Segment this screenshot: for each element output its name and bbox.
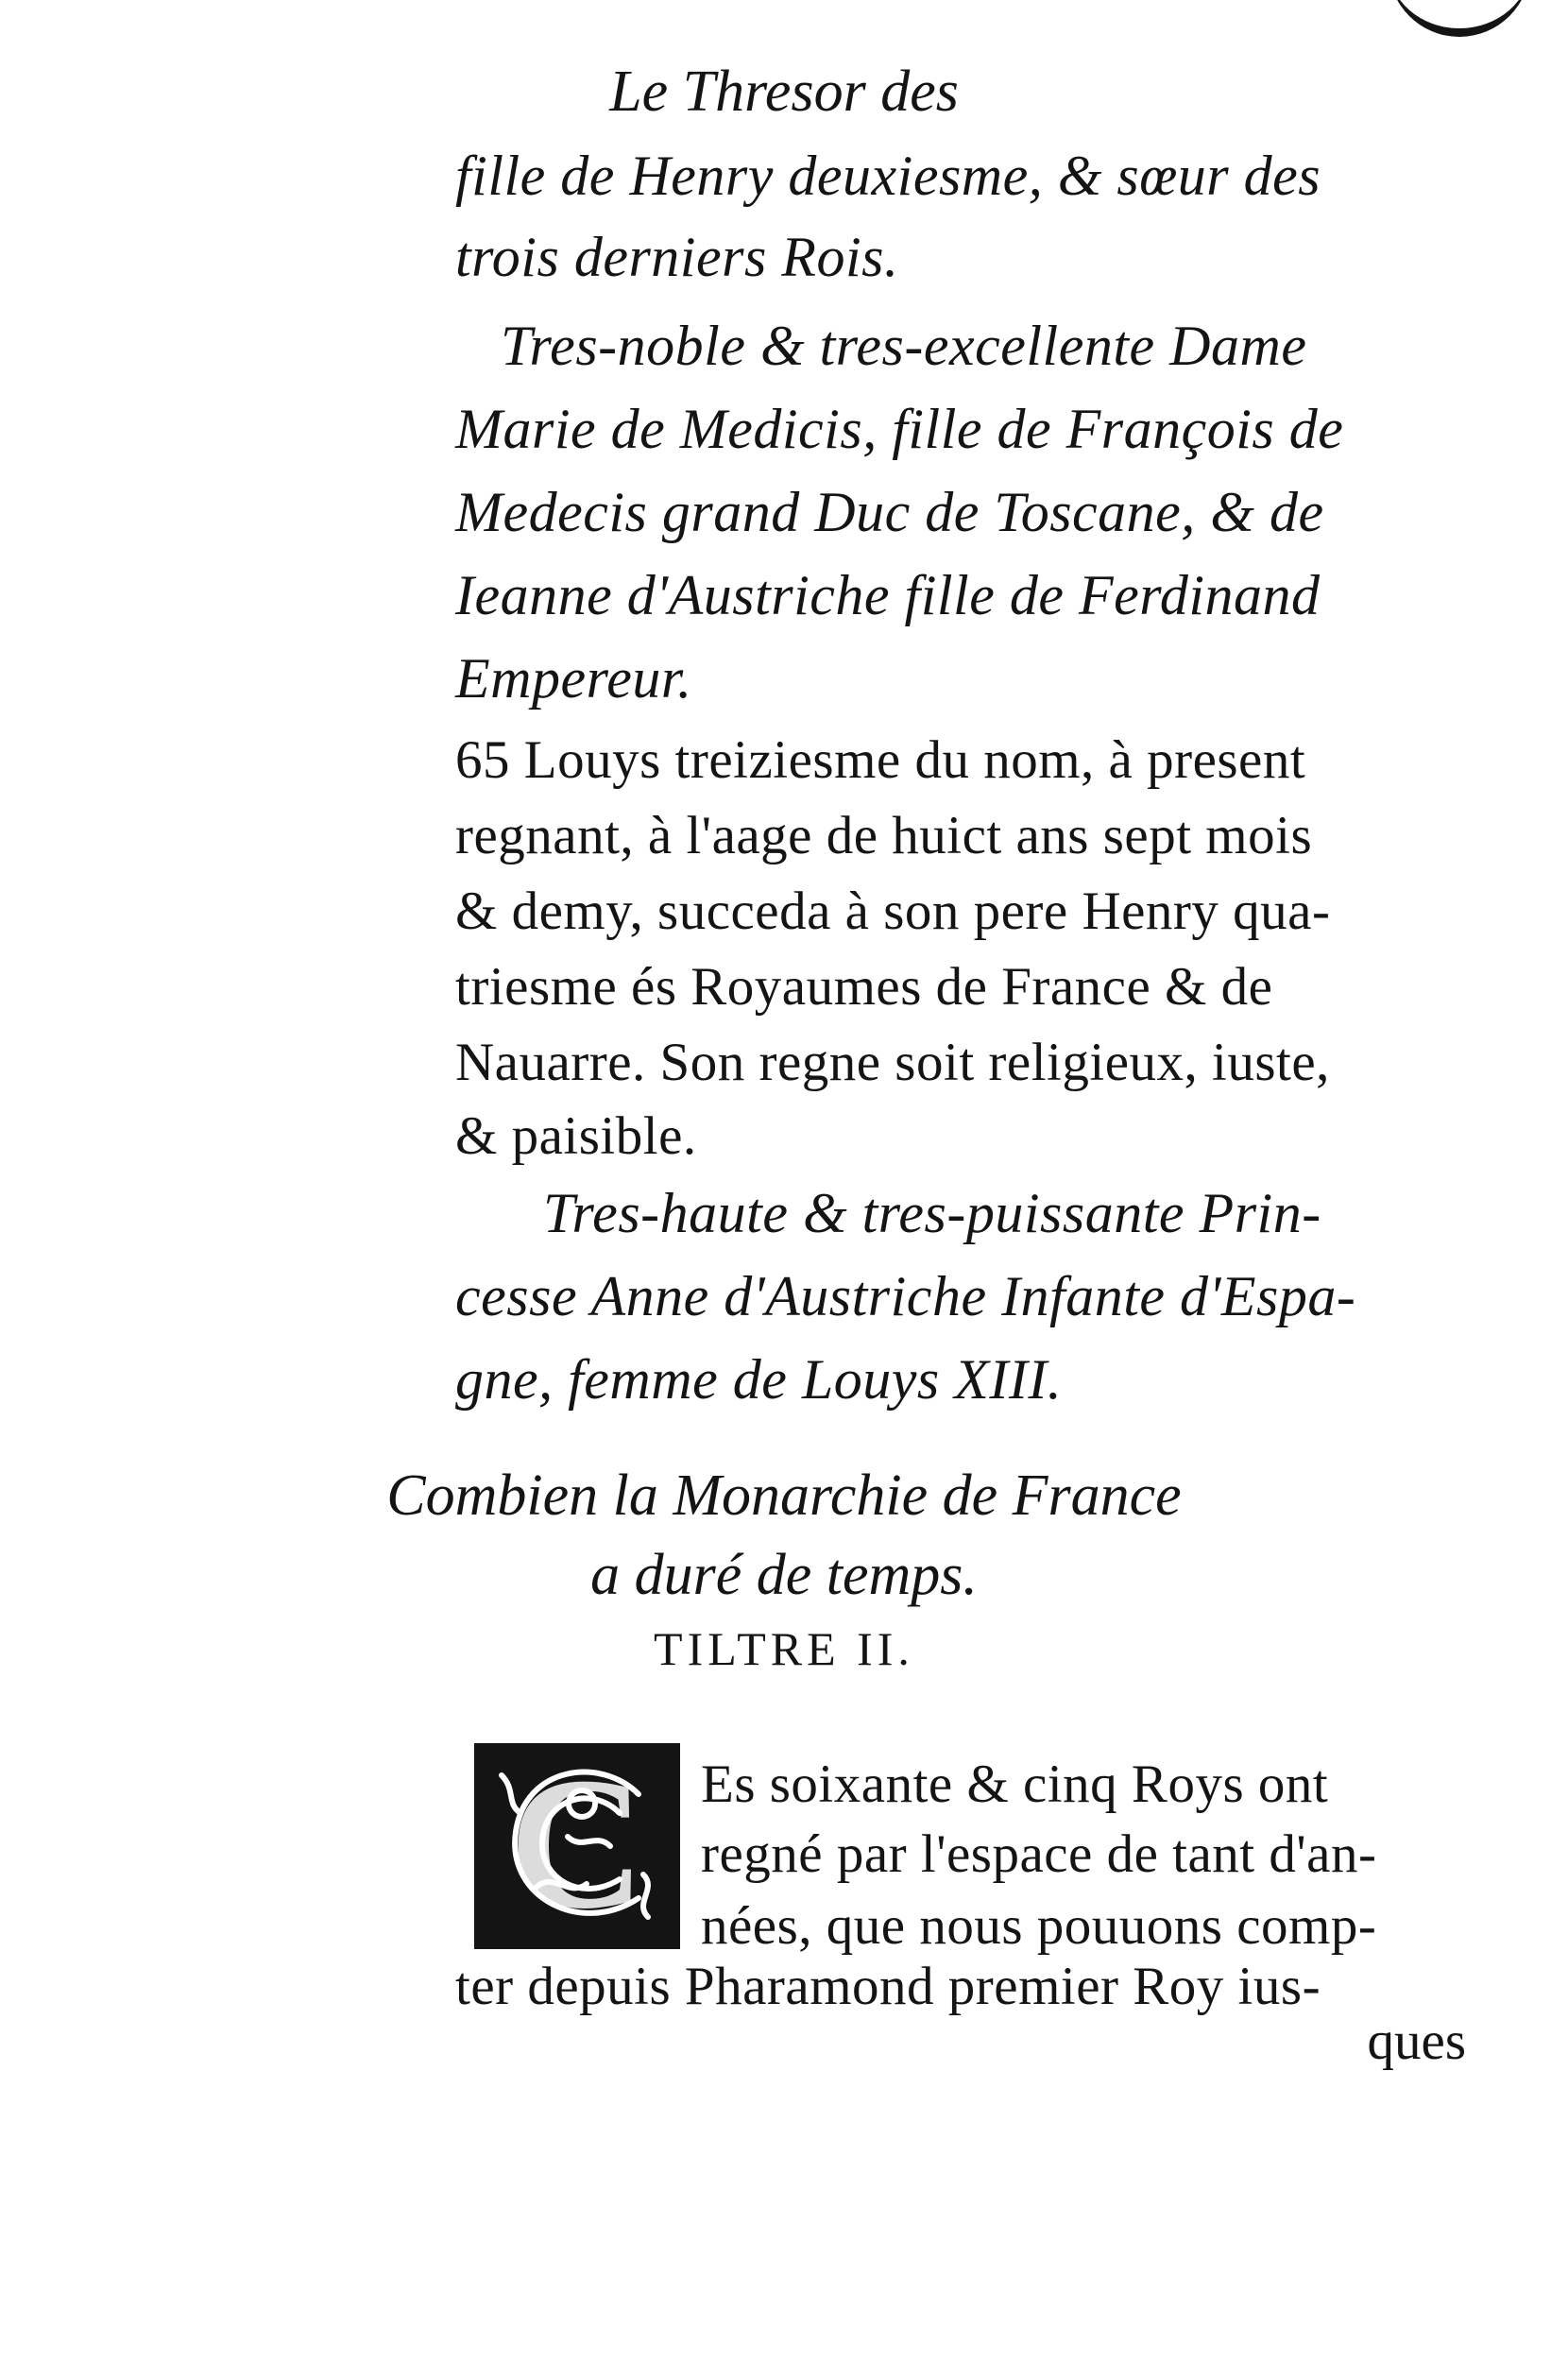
- text-line: gne, femme de Louys XIII.: [455, 1348, 1063, 1411]
- text-line: trois derniers Rois.: [455, 226, 899, 288]
- text-line: Es soixante & cinq Roys ont: [701, 1754, 1329, 1814]
- text-line: Tres-noble & tres-excellente Dame: [501, 315, 1307, 377]
- text-line: & paisible.: [455, 1106, 697, 1166]
- text-line: regnant, à l'aage de huict ans sept mois: [455, 806, 1313, 865]
- text-line: cesse Anne d'Austriche Infante d'Espa-: [455, 1265, 1356, 1327]
- text-line: Marie de Medicis, fille de François de: [455, 398, 1344, 460]
- page-corner-ornament: [1389, 0, 1530, 37]
- text-line: Empereur.: [455, 647, 692, 710]
- initial-letter: C: [508, 1743, 646, 1948]
- catchword: ques: [1367, 2011, 1466, 2071]
- text-line: ter depuis Pharamond premier Roy ius-: [455, 1957, 1321, 2016]
- text-line: triesme és Royaumes de France & de: [455, 957, 1273, 1017]
- running-head: Le Thresor des: [609, 60, 959, 124]
- text-line: nées, que nous pouuons comp-: [701, 1896, 1377, 1956]
- decorated-initial: [474, 1743, 680, 1949]
- text-line: Medecis grand Duc de Toscane, & de: [455, 481, 1324, 543]
- text-line: regné par l'espace de tant d'an-: [701, 1824, 1377, 1884]
- text-line: Nauarre. Son regne soit religieux, iuste,: [455, 1033, 1330, 1092]
- text-line: fille de Henry deuxiesme, & sœur des: [455, 145, 1321, 207]
- chapter-title-line: a duré de temps.: [590, 1543, 978, 1607]
- chapter-heading: TILTRE II.: [654, 1622, 914, 1675]
- text-line: Ieanne d'Austriche fille de Ferdinand: [455, 564, 1321, 626]
- chapter-title-line: Combien la Monarchie de France: [386, 1463, 1182, 1528]
- text-line: Tres-haute & tres-puissante Prin-: [543, 1182, 1321, 1244]
- text-line: 65 Louys treiziesme du nom, à present: [455, 730, 1306, 790]
- text-line: & demy, succeda à son pere Henry qua-: [455, 881, 1331, 941]
